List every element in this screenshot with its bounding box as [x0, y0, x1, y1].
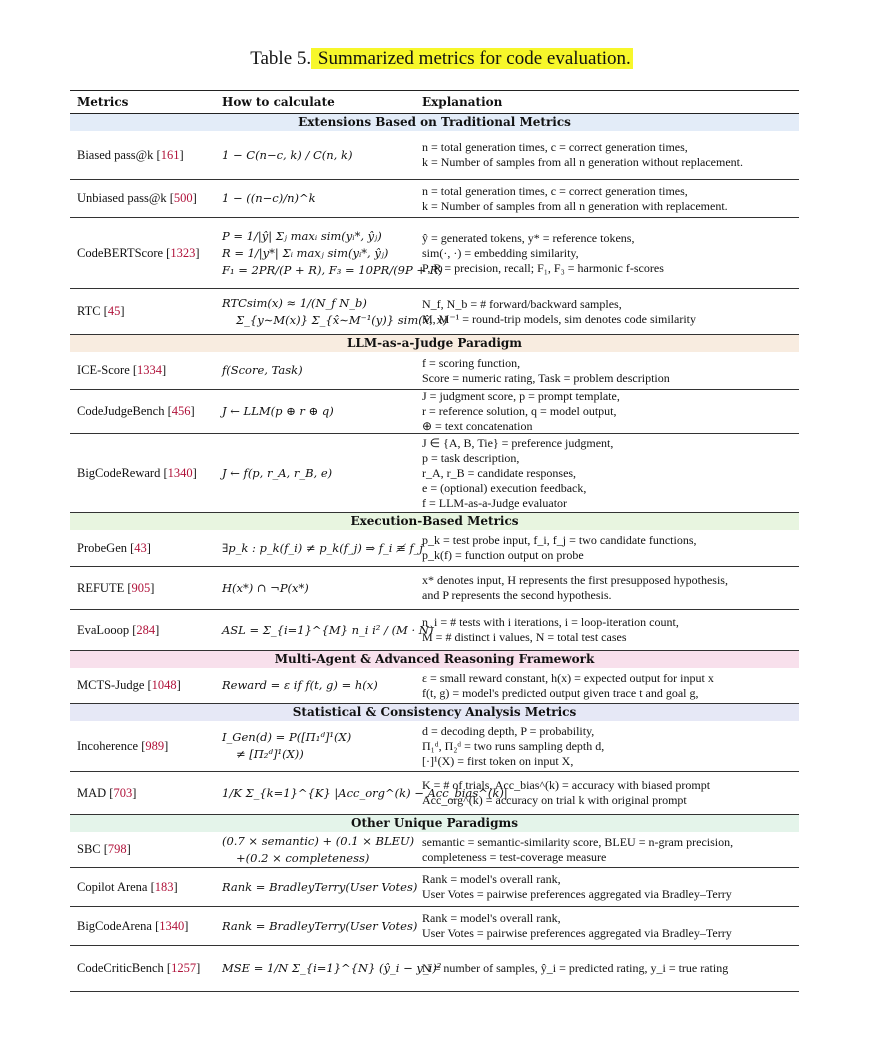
explanation-line: e = (optional) execution feedback, [422, 480, 587, 495]
metric-name: ProbeGen [ 43 ] [77, 540, 151, 555]
formula [222, 907, 417, 945]
formula-line: 1 − ((n−c)/n)^k [222, 191, 316, 205]
table-row [70, 567, 799, 610]
explanation-line: and P represents the second hypothesis. [422, 588, 612, 602]
metric-name: MAD [ 703 ] [77, 785, 137, 800]
metric-name: ICE-Score [ 1334 ] [77, 363, 167, 377]
citation-link[interactable]: 183 [154, 879, 174, 894]
metric-name: CodeCriticBench [ 1257 ] [77, 961, 201, 975]
metric-label: Biased pass@k [ [77, 147, 161, 162]
explanation-line: p_k(f) = function output on probe [422, 548, 584, 562]
citation-link[interactable]: 1323 [170, 245, 196, 260]
explanation-line: User Votes = pairwise preferences aggregated via Bradley–Terry [422, 887, 732, 901]
formula [222, 610, 433, 650]
explanation [422, 434, 799, 512]
table-row [70, 610, 799, 651]
formula-line: Σ_{y∼M(x)} Σ_{x̂∼M⁻¹(y)} sim(x̂, x) [236, 312, 448, 327]
citation-link[interactable]: 43 [134, 540, 147, 555]
citation-link[interactable]: 284 [136, 622, 156, 637]
explanation-line: p_k = test probe input, f_i, f_j = two candidate functions, [422, 533, 697, 547]
explanation-line: n_i = # tests with i iterations, i = loop-iteration count, [422, 615, 679, 629]
formula [222, 868, 417, 906]
table-row [70, 434, 799, 513]
metric-label: CodeJudgeBench [ [77, 404, 172, 418]
explanation-line: M, M⁻¹ = round-trip models, sim denotes code similarity [422, 311, 697, 326]
explanation-line: P, R = precision, recall; F₁, F₃ = harmonic f-scores [422, 260, 664, 275]
formula-line: (0.7 × semantic) + (0.1 × BLEU) [222, 833, 415, 848]
metric-name: MCTS-Judge [ 1048 ] [77, 678, 181, 692]
table-row [70, 180, 799, 218]
metric-label: SBC [ [77, 842, 108, 856]
formula-line: 1/K Σ_{k=1}^{K} |Acc_org^(k) − Acc_bias^(k)| [222, 785, 508, 800]
metric-label: ProbeGen [ [77, 540, 135, 555]
formula [222, 832, 414, 867]
formula [222, 946, 441, 991]
explanation-line: d = decoding depth, P = probability, [422, 723, 595, 738]
explanation-line: p = task description, [422, 450, 520, 465]
explanation [422, 907, 799, 945]
formula-line: J ← LLM(p ⊕ r ⊕ q) [222, 404, 334, 418]
table-row [70, 721, 799, 772]
table-row [70, 668, 799, 704]
citation-link[interactable]: 161 [160, 147, 180, 162]
metric-label: Unbiased pass@k [ [77, 191, 174, 205]
metric-name: CodeBERTScore [ 1323 ] [77, 245, 200, 260]
explanation [422, 721, 799, 771]
table-row [70, 131, 799, 180]
explanation-line: x* denotes input, H represents the first presupposed hypothesis, [422, 573, 728, 587]
explanation-line: M = # distinct i values, N = total test cases [422, 630, 627, 644]
metric-label: BigCodeReward [ [77, 465, 168, 480]
explanation-line: r_A, r_B = candidate responses, [422, 465, 577, 480]
table-row [70, 832, 799, 868]
explanation-line: Acc_org^(k) = accuracy on trial k with original prompt [422, 793, 687, 807]
caption-highlight: Summarized metrics for code evaluation. [313, 48, 631, 69]
metric-name: Copilot Arena [ 183 ] [77, 879, 178, 894]
header-metrics: Metrics [77, 95, 129, 109]
formula-line: P = 1/|ŷ| Σⱼ maxᵢ sim(yᵢ*, ŷⱼ) [222, 228, 382, 243]
table-row [70, 946, 799, 992]
table-row [70, 218, 799, 289]
explanation-line: completeness = test-coverage measure [422, 849, 607, 864]
explanation [422, 832, 799, 867]
explanation [422, 772, 799, 814]
metric-label: BigCodeArena [ [77, 918, 160, 933]
citation-link[interactable]: 500 [173, 191, 193, 205]
formula-line: F₁ = 2PR/(P + R), F₃ = 10PR/(9P + R) [222, 262, 443, 277]
metrics-table [70, 90, 799, 992]
explanation-line: Score = numeric rating, Task = problem description [422, 370, 670, 385]
formula [222, 289, 448, 334]
table-caption [0, 48, 883, 70]
formula-line: J ← f(p, r_A, r_B, e) [222, 465, 333, 480]
formula [222, 131, 352, 179]
explanation-line: Π₁ᵈ, Π₂ᵈ = two runs sampling depth d, [422, 738, 605, 753]
formula [222, 530, 423, 566]
table-row [70, 530, 799, 567]
formula-line: R = 1/|y*| Σᵢ maxⱼ sim(yᵢ*, ŷⱼ) [222, 245, 389, 260]
explanation [422, 352, 799, 389]
metric-label: CodeCriticBench [ [77, 961, 172, 975]
section-header: Extensions Based on Traditional Metrics [70, 114, 799, 131]
citation-link[interactable]: 703 [113, 785, 133, 800]
formula-line: +(0.2 × completeness) [236, 850, 370, 865]
metric-name: BigCodeReward [ 1340 ] [77, 465, 197, 480]
metric-label: CodeBERTScore [ [77, 245, 171, 260]
table-row [70, 390, 799, 434]
formula [222, 180, 316, 217]
formula-line: I_Gen(d) = P([Π₁ᵈ]¹(X) [222, 730, 352, 744]
section-header: Execution-Based Metrics [70, 513, 799, 530]
metric-label: Copilot Arena [ [77, 879, 155, 894]
explanation-line: semantic = semantic-similarity score, BLEU = n-gram precision, [422, 834, 734, 849]
explanation [422, 131, 799, 179]
table-row [70, 772, 799, 815]
section-header: Multi-Agent & Advanced Reasoning Framework [70, 651, 799, 668]
header-explanation: Explanation [422, 95, 503, 109]
formula [222, 668, 378, 703]
caption-prefix: Table 5. [250, 48, 312, 69]
metric-name: SBC [ 798 ] [77, 842, 131, 856]
explanation [422, 289, 799, 334]
metric-label: REFUTE [ [77, 580, 132, 595]
citation-link[interactable]: 45 [107, 304, 121, 318]
explanation [422, 610, 799, 650]
citation-link[interactable]: 798 [107, 842, 127, 856]
section-header: Statistical & Consistency Analysis Metrics [70, 704, 799, 721]
table-row [70, 289, 799, 335]
citation-link[interactable]: 1334 [137, 363, 163, 377]
metric-name: EvaLooop [ 284 ] [77, 622, 160, 637]
metric-label: RTC [ [77, 304, 108, 318]
explanation-line: Rank = model's overall rank, [422, 872, 561, 886]
explanation-line: ŷ = generated tokens, y* = reference tokens, [422, 230, 635, 245]
citation-link[interactable]: 1340 [167, 465, 193, 480]
formula-line: 1 − C(n−c, k) / C(n, k) [222, 147, 353, 162]
table-row [70, 907, 799, 946]
formula-line: Rank = BradleyTerry(User Votes) [222, 918, 418, 933]
explanation-line: [·]¹(X) = first token on input X, [422, 753, 574, 768]
section-header: LLM-as-a-Judge Paradigm [70, 335, 799, 352]
explanation [422, 868, 799, 906]
citation-link[interactable]: 1257 [171, 961, 197, 975]
formula-line: ASL = Σ_{i=1}^{M} n_i i² / (M · N) [222, 622, 434, 637]
explanation-line: J = judgment score, p = prompt template, [422, 389, 620, 403]
explanation [422, 668, 799, 703]
citation-link[interactable]: 1048 [151, 678, 177, 692]
explanation [422, 218, 799, 288]
table-row [70, 868, 799, 907]
metric-label: Incoherence [ [77, 738, 146, 753]
explanation-line: N = number of samples, ŷ_i = predicted rating, y_i = true rating [422, 961, 729, 975]
explanation-line: ε = small reward constant, h(x) = expected output for input x [422, 670, 714, 685]
explanation-line: N_f, N_b = # forward/backward samples, [422, 296, 622, 311]
formula-line: ≠ [Π₂ᵈ]¹(X)) [236, 747, 304, 761]
table-header [70, 91, 799, 113]
citation-link[interactable]: 905 [131, 580, 151, 595]
metric-label: ICE-Score [ [77, 363, 138, 377]
formula [222, 218, 443, 288]
metric-name: Unbiased pass@k [ 500 ] [77, 191, 197, 205]
header-how: How to calculate [222, 95, 335, 109]
formula-line: Rank = BradleyTerry(User Votes) [222, 879, 418, 894]
explanation-line: k = Number of samples from all n generation with replacement. [422, 198, 728, 213]
metric-label: MCTS-Judge [ [77, 678, 152, 692]
metric-name: REFUTE [ 905 ] [77, 580, 155, 595]
citation-link[interactable]: 1340 [159, 918, 185, 933]
explanation [422, 946, 799, 991]
explanation-line: r = reference solution, q = model output, [422, 404, 617, 418]
formula [222, 721, 351, 771]
citation-link[interactable]: 456 [171, 404, 191, 418]
explanation [422, 390, 799, 433]
formula-line: RTCsim(x) ≈ 1/(N_f N_b) [222, 295, 367, 310]
section-header: Other Unique Paradigms [70, 815, 799, 832]
explanation [422, 530, 799, 566]
table-body [70, 114, 799, 992]
explanation-line: f = LLM-as-a-Judge evaluator [422, 495, 568, 510]
citation-link[interactable]: 989 [145, 738, 165, 753]
explanation [422, 567, 799, 609]
explanation-line: n = total generation times, c = correct generation times, [422, 183, 688, 198]
metric-label: EvaLooop [ [77, 622, 137, 637]
formula-line: ∃p_k : p_k(f_i) ≠ p_k(f_j) ⇒ f_i ≢ f_j [222, 540, 423, 555]
explanation-line: f(t, g) = model's predicted output given trace t and goal g, [422, 685, 699, 700]
explanation-line: ⊕ = text concatenation [422, 419, 533, 433]
formula-line: f(Score, Task) [222, 363, 303, 377]
table-row [70, 352, 799, 390]
explanation-line: k = Number of samples from all n generation without replacement. [422, 155, 744, 169]
metric-name: BigCodeArena [ 1340 ] [77, 918, 189, 933]
formula [222, 567, 309, 609]
formula-line: Reward = ε if f(t, g) = h(x) [222, 678, 378, 692]
explanation-line: sim(·, ·) = embedding similarity, [422, 245, 579, 260]
metric-label: MAD [ [77, 785, 114, 800]
metric-name: CodeJudgeBench [ 456 ] [77, 404, 195, 418]
formula [222, 352, 303, 389]
formula-line: MSE = 1/N Σ_{i=1}^{N} (ŷ_i − y_i)² [222, 961, 442, 975]
explanation-line: f = scoring function, [422, 355, 521, 370]
formula-line: H(x*) ∩ ¬P(x*) [222, 580, 309, 595]
explanation-line: n = total generation times, c = correct generation times, [422, 140, 688, 154]
metric-name: Biased pass@k [ 161 ] [77, 147, 184, 162]
metric-name: Incoherence [ 989 ] [77, 738, 169, 753]
formula [222, 434, 332, 512]
explanation-line: K = # of trials, Acc_bias^(k) = accuracy with biased prompt [422, 778, 711, 792]
explanation-line: User Votes = pairwise preferences aggregated via Bradley–Terry [422, 926, 732, 940]
explanation-line: J ∈ {A, B, Tie} = preference judgment, [422, 435, 614, 450]
explanation [422, 180, 799, 217]
explanation-line: Rank = model's overall rank, [422, 911, 561, 925]
metric-name: RTC [ 45 ] [77, 304, 125, 318]
formula [222, 390, 334, 433]
